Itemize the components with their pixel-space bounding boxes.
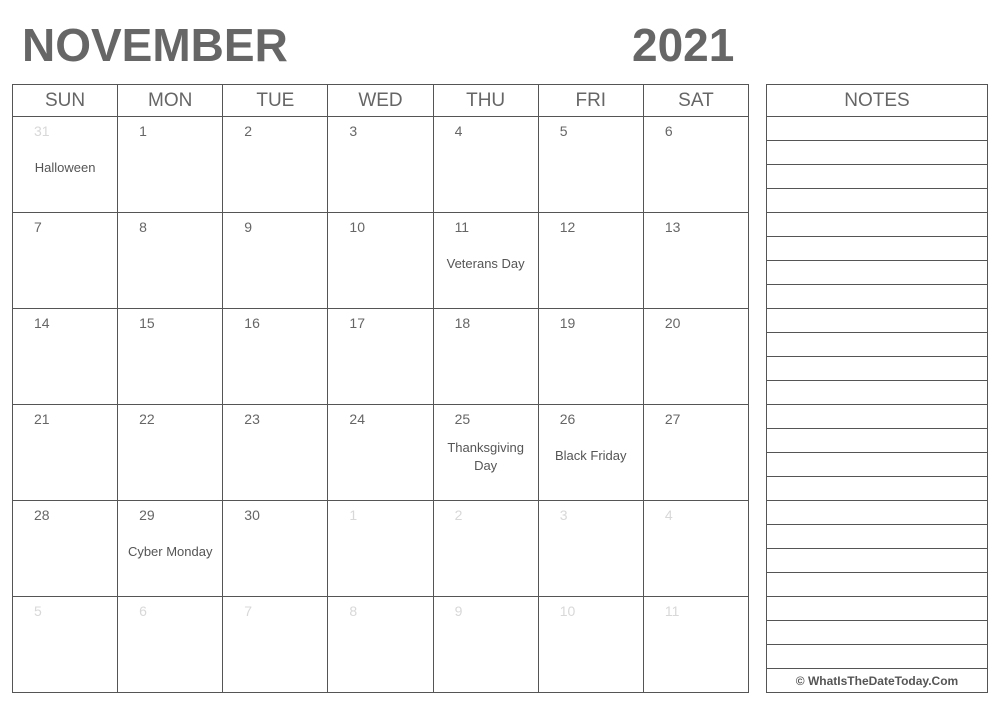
weekday-sun: SUN xyxy=(45,89,86,111)
day-number: 30 xyxy=(244,507,260,523)
day-cell[interactable] xyxy=(433,213,538,308)
note-line[interactable] xyxy=(767,261,987,285)
day-cell[interactable] xyxy=(538,597,643,692)
note-line[interactable] xyxy=(767,621,987,645)
note-line[interactable] xyxy=(767,165,987,189)
day-cell[interactable] xyxy=(13,405,117,500)
event-label: Cyber Monday xyxy=(127,544,213,559)
week-row xyxy=(13,405,748,501)
day-number: 10 xyxy=(349,219,365,235)
day-cell[interactable] xyxy=(13,501,117,596)
day-number: 21 xyxy=(34,411,50,427)
day-cell[interactable] xyxy=(433,501,538,596)
day-cell[interactable] xyxy=(117,309,222,404)
day-number: 13 xyxy=(664,219,681,235)
note-line[interactable] xyxy=(767,525,987,549)
day-cell[interactable] xyxy=(643,117,748,212)
day-number: 5 xyxy=(34,603,42,619)
day-cell[interactable] xyxy=(222,405,327,500)
day-number: 1 xyxy=(139,123,147,139)
day-number: 3 xyxy=(559,507,568,523)
day-cell[interactable] xyxy=(327,597,432,692)
note-line[interactable] xyxy=(767,117,987,141)
day-number: 15 xyxy=(139,315,155,331)
day-cell[interactable] xyxy=(643,309,748,404)
day-number: 11 xyxy=(664,603,680,619)
day-cell[interactable] xyxy=(327,117,432,212)
note-line[interactable] xyxy=(767,597,987,621)
day-cell[interactable] xyxy=(222,597,327,692)
notes-title: NOTES xyxy=(767,85,987,117)
day-cell[interactable] xyxy=(117,597,222,692)
day-cell[interactable] xyxy=(433,597,538,692)
note-line[interactable] xyxy=(767,453,987,477)
weekday-wed: WED xyxy=(327,85,432,116)
day-number: 17 xyxy=(349,315,365,331)
note-line[interactable] xyxy=(767,285,987,309)
note-line[interactable] xyxy=(767,333,987,357)
day-cell[interactable] xyxy=(117,501,222,596)
weekday-sat: SAT xyxy=(643,85,748,116)
day-number: 11 xyxy=(454,219,470,235)
day-cell[interactable] xyxy=(327,309,432,404)
note-line[interactable] xyxy=(767,237,987,261)
event-label: Thanksgiving Day xyxy=(447,440,524,473)
day-number: 1 xyxy=(349,507,358,523)
day-cell[interactable] xyxy=(327,405,432,500)
note-line[interactable] xyxy=(767,141,987,165)
day-cell[interactable] xyxy=(538,405,643,500)
day-cell[interactable] xyxy=(13,117,117,212)
day-cell[interactable] xyxy=(538,309,643,404)
day-number: 9 xyxy=(454,603,463,619)
week-row xyxy=(13,213,748,309)
day-number: 24 xyxy=(349,411,365,427)
note-line[interactable] xyxy=(767,381,987,405)
note-line[interactable] xyxy=(767,501,987,525)
event-label: Black Friday xyxy=(555,448,627,463)
day-cell[interactable] xyxy=(327,501,432,596)
day-number: 23 xyxy=(244,411,260,427)
month-title: NOVEMBER xyxy=(22,19,288,71)
day-number: 5 xyxy=(559,123,568,139)
day-number: 25 xyxy=(454,411,471,427)
day-cell[interactable] xyxy=(433,309,538,404)
week-row xyxy=(13,501,748,597)
day-cell[interactable] xyxy=(538,501,643,596)
day-cell[interactable] xyxy=(222,309,327,404)
day-number: 8 xyxy=(139,219,147,235)
day-number: 4 xyxy=(454,123,463,139)
day-cell[interactable] xyxy=(222,501,327,596)
day-cell[interactable] xyxy=(117,213,222,308)
day-cell[interactable] xyxy=(643,597,748,692)
note-line[interactable] xyxy=(767,309,987,333)
day-cell[interactable] xyxy=(538,117,643,212)
day-number: 18 xyxy=(454,315,471,331)
note-line[interactable] xyxy=(767,645,987,669)
note-line[interactable] xyxy=(767,549,987,573)
note-line[interactable] xyxy=(767,213,987,237)
day-cell[interactable] xyxy=(13,213,117,308)
week-row xyxy=(13,597,748,692)
note-line[interactable] xyxy=(767,477,987,501)
day-number: 9 xyxy=(244,219,253,235)
weekday-fri: FRI xyxy=(538,85,643,116)
day-number: 16 xyxy=(244,315,260,331)
day-number: 29 xyxy=(139,507,155,523)
event-label: Veterans Day xyxy=(446,256,525,271)
note-line[interactable] xyxy=(767,189,987,213)
day-cell[interactable] xyxy=(433,117,538,212)
note-lines xyxy=(767,117,987,669)
day-number: 8 xyxy=(349,603,358,619)
day-cell[interactable] xyxy=(643,213,748,308)
day-cell[interactable] xyxy=(327,213,432,308)
note-line[interactable] xyxy=(767,573,987,597)
event-label: Halloween xyxy=(34,160,96,175)
note-line[interactable] xyxy=(767,405,987,429)
weekday-mon: MON xyxy=(117,85,222,116)
day-number: 26 xyxy=(559,411,576,427)
weeks-container xyxy=(13,117,748,692)
weekday-tue: TUE xyxy=(222,85,327,116)
day-number: 6 xyxy=(664,123,673,139)
day-cell[interactable] xyxy=(13,309,117,404)
day-number: 2 xyxy=(244,123,253,139)
day-number: 31 xyxy=(34,123,50,139)
week-row xyxy=(13,309,748,405)
site-credit: © WhatIsTheDateToday.Com xyxy=(795,674,959,688)
day-cell[interactable] xyxy=(643,501,748,596)
day-cell[interactable] xyxy=(117,117,222,212)
day-number: 28 xyxy=(34,507,50,523)
day-number: 27 xyxy=(664,411,681,427)
day-number: 19 xyxy=(559,315,576,331)
weekday-thu: THU xyxy=(433,85,538,116)
weekday-header-row xyxy=(13,85,748,117)
day-number: 3 xyxy=(349,123,358,139)
day-number: 12 xyxy=(559,219,576,235)
notes-panel xyxy=(766,84,988,693)
day-number: 7 xyxy=(34,219,42,235)
day-cell[interactable] xyxy=(643,405,748,500)
day-number: 4 xyxy=(664,507,673,523)
day-cell[interactable] xyxy=(433,405,538,500)
day-cell[interactable] xyxy=(222,117,327,212)
day-number: 20 xyxy=(664,315,681,331)
day-number: 10 xyxy=(559,603,576,619)
day-cell[interactable] xyxy=(13,597,117,692)
year-title: 2021 xyxy=(632,19,735,71)
day-number: 7 xyxy=(244,603,253,619)
week-row xyxy=(13,117,748,213)
day-cell[interactable] xyxy=(538,213,643,308)
day-number: 2 xyxy=(454,507,463,523)
day-number: 22 xyxy=(139,411,155,427)
day-cell[interactable] xyxy=(222,213,327,308)
calendar-grid xyxy=(12,84,749,693)
note-line[interactable] xyxy=(767,357,987,381)
day-cell[interactable] xyxy=(117,405,222,500)
day-number: 14 xyxy=(34,315,50,331)
day-number: 6 xyxy=(139,603,147,619)
note-line[interactable] xyxy=(767,429,987,453)
